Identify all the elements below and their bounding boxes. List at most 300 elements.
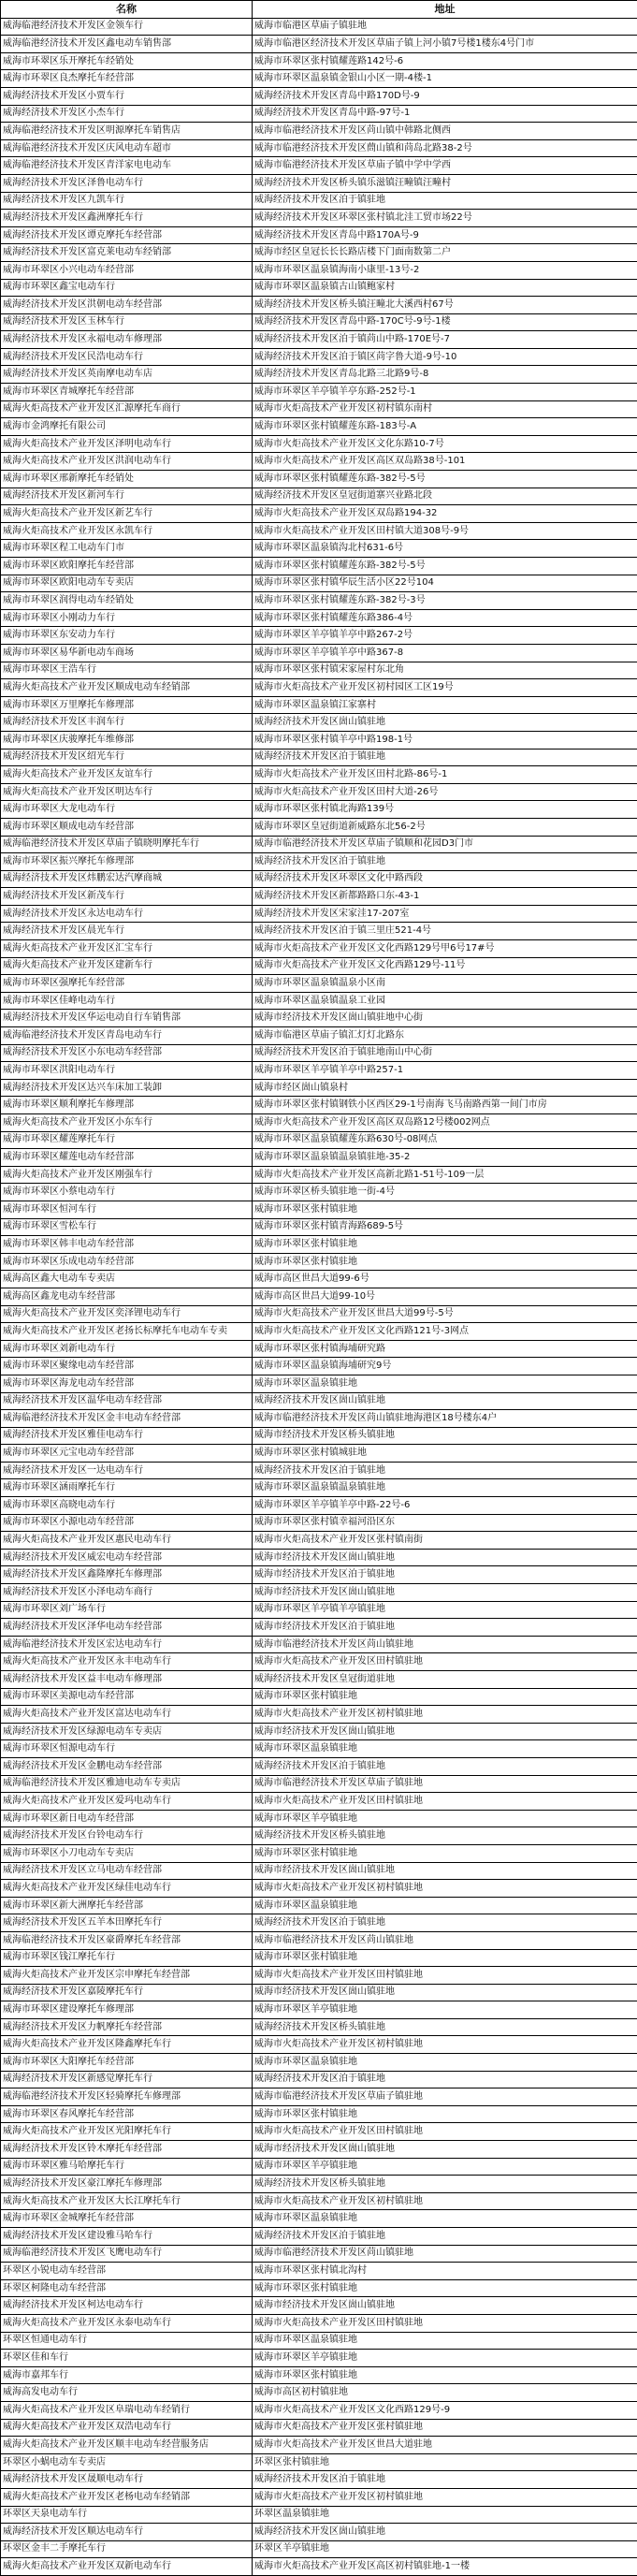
dealer-address-cell: 威海市环翠区羊亭镇驻地 [253,2158,637,2176]
dealer-address-cell: 威海市经济技术开发区崮山镇驻地 [253,1584,637,1602]
dealer-name-cell: 威海经济技术开发区玉林车行 [1,313,253,331]
table-row [1,1636,637,1653]
table-row [1,36,637,53]
table-row [1,1427,637,1445]
table-row [1,348,637,366]
table-row [1,853,637,871]
dealer-address-cell: 威海市经济技术开发区崮山镇驻地 [253,1862,637,1880]
dealer-address-cell: 威海市环翠区温泉镇驻地 [253,2054,637,2072]
dealer-name-cell: 威海火炬高技术产业开发区建新车行 [1,957,253,975]
dealer-name-cell: 威海经济技术开发区小泽电动车商行 [1,1584,253,1602]
dealer-address-cell: 威海市环翠区温泉镇驻地 [253,1740,637,1758]
dealer-address-cell: 威海市火炬高技术产业开发区文化东路10-7号 [253,435,637,453]
dealer-address-cell: 威海市临港区经济技术开发区草庙子镇上河小镇7号楼1楼东4号门市 [253,36,637,53]
table-row [1,1931,637,1949]
table-row [1,1897,637,1914]
table-row [1,1462,637,1479]
dealer-address-cell: 威海市环翠区张村镇驻地 [253,1201,637,1218]
table-row [1,1914,637,1932]
dealer-address-cell: 威海市环翠区张村镇耀莲东路-382号-5号 [253,471,637,488]
dealer-name-cell: 威海经济技术开发区晨光车行 [1,923,253,940]
dealer-address-cell: 威海市环翠区羊亭镇羊亭中路257-1 [253,1062,637,1080]
dealer-address-cell: 威海市环翠区温泉镇温泉镇驻地-35-2 [253,1149,637,1167]
dealer-name-cell: 威海市环翠区高晓电动车行 [1,1497,253,1515]
dealer-address-cell: 威海市环翠区张村镇钢铁小区西区29-1号南海飞马南路西第一间门市房 [253,1097,637,1114]
table-row [1,331,637,349]
dealer-address-cell: 威海市火炬高技术产业开发区世昌大道驻地 [253,2437,637,2454]
dealer-address-cell: 威海市环翠区羊亭镇羊亭中路367-8 [253,644,637,662]
dealer-address-cell: 威海市环翠区张村镇驻地 [253,1236,637,1254]
dealer-address-cell: 威海经济技术开发区泊于镇驻地 [253,2228,637,2246]
dealer-name-cell: 环翠区金丰二手摩托车行 [1,2540,253,2558]
dealer-address-cell: 威海市火炬高技术产业开发区初村镇驻地 [253,2488,637,2506]
table-row [1,836,637,853]
dealer-name-cell: 威海市环翠区雅马哈摩托车行 [1,2158,253,2176]
dealer-address-cell: 威海市火炬高技术产业开发区田村镇驻地 [253,1653,637,1671]
dealer-name-cell: 威海经济技术开发区建设雅马哈车行 [1,2228,253,2246]
table-row [1,87,637,105]
dealer-name-cell: 威海经济技术开发区五羊本田摩托车行 [1,1914,253,1932]
dealer-address-cell: 威海市环翠区张村镇海埔研究路 [253,1340,637,1358]
dealer-name-cell: 威海高发电动车行 [1,2384,253,2402]
table-row [1,1044,637,1062]
dealer-name-cell: 威海经济技术开发区永达电动车行 [1,905,253,923]
dealer-address-cell: 威海市经区崮山镇泉村 [253,1079,637,1097]
table-row [1,2488,637,2506]
dealer-name-cell: 威海火炬高技术产业开发区双浩电动车行 [1,2419,253,2437]
table-row [1,366,637,384]
dealer-address-cell: 威海市高区世昌大道99-6号 [253,1271,637,1288]
dealer-address-cell: 威海市环翠区张村镇耀莲东路-382号-5号 [253,558,637,575]
table-row [1,1392,637,1410]
dealer-name-cell: 威海临港经济技术开发区金领车行 [1,18,253,36]
table-row [1,696,637,714]
dealer-name-cell: 威海火炬高技术产业开发区顺成电动车经销部 [1,679,253,697]
dealer-address-cell: 威海市火炬高技术产业开发区初村镇驻地 [253,1880,637,1898]
table-row [1,1253,637,1271]
table-row [1,1288,637,1305]
dealer-address-cell: 威海经济技术开发区泊于镇驻地 [253,1757,637,1775]
table-row [1,818,637,836]
dealer-address-cell: 威海经济技术开发区新都路路口东-43-1 [253,888,637,906]
dealer-name-cell: 威海市环翠区聚缘电动车经营部 [1,1358,253,1375]
table-row [1,644,637,662]
table-row [1,453,637,471]
dealer-address-cell: 威海经济技术开发区皇冠街道驻地 [253,1671,637,1689]
dealer-name-cell: 威海经济技术开发区新河车行 [1,488,253,505]
dealer-address-cell: 威海市环翠区桥头镇驻地一街-4号 [253,1184,637,1201]
table-row [1,2314,637,2332]
table-row [1,1653,637,1671]
table-row [1,2036,637,2054]
dealer-name-cell: 威海市环翠区耀莲电动车经营部 [1,1149,253,1167]
table-row [1,1410,637,1428]
dealer-name-cell: 威海市环翠区良杰摩托车经营部 [1,70,253,88]
dealer-name-cell: 威海高区鑫龙电动车经营部 [1,1288,253,1305]
table-row [1,2105,637,2123]
table-row [1,384,637,401]
dealer-address-cell: 威海市火炬高技术产业开发区双岛路194-32 [253,505,637,523]
dealer-name-cell: 威海经济技术开发区台铃电动车行 [1,1827,253,1845]
dealer-address-cell: 威海市火炬高技术产业开发区高区初村镇驻地-1一楼 [253,2558,637,2576]
table-row [1,2332,637,2350]
dealer-name-cell: 威海经济技术开发区嘉陵摩托车行 [1,1984,253,2001]
dealer-address-cell: 威海市经济技术开发区崮山镇驻地 [253,2297,637,2315]
dealer-address-cell: 威海经济技术开发区桥头镇驻地 [253,1827,637,1845]
table-row [1,2419,637,2437]
dealer-name-cell: 威海经济技术开发区铃木摩托车经营部 [1,2141,253,2159]
dealer-address-cell: 威海市环翠区张村镇耀莲东路-382号-3号 [253,592,637,610]
dealer-name-cell: 威海火炬高技术产业开发区富达电动车行 [1,1706,253,1724]
table-row [1,540,637,558]
table-row [1,2001,637,2019]
dealer-name-cell: 威海经济技术开发区英南摩电动车店 [1,366,253,384]
dealer-name-cell: 威海经济技术开发区泽鲁电动车行 [1,174,253,192]
table-row [1,940,637,958]
table-row [1,1967,637,1985]
table-row [1,1880,637,1898]
dealer-address-cell: 威海市火炬高技术产业开发区张村镇驻地 [253,2419,637,2437]
dealer-address-cell: 威海经济技术开发区青岛中路170A号-9 [253,226,637,244]
dealer-address-cell: 威海市临港经济技术开发区苘山镇驻地 [253,1931,637,1949]
dealer-name-cell: 威海市环翠区雪松车行 [1,1218,253,1236]
table-row [1,679,637,697]
dealer-address-cell: 威海市环翠区羊亭镇驻地 [253,2350,637,2367]
dealer-name-cell: 威海市环翠区强摩托车经营部 [1,975,253,993]
dealer-address-cell: 威海市环翠区羊亭镇羊亭中路267-2号 [253,627,637,645]
dealer-name-cell: 威海市环翠区乐开摩托车经销处 [1,52,253,70]
dealer-address-cell: 威海市环翠区张村镇宋家屋村东北角 [253,662,637,679]
table-row [1,731,637,749]
table-row [1,1949,637,1967]
table-row [1,2245,637,2263]
dealer-address-cell: 威海市环翠区温泉镇驻地 [253,1897,637,1914]
dealer-name-cell: 威海火炬高技术产业开发区大长江摩托车行 [1,2192,253,2210]
dealer-name-cell: 威海市环翠区韩丰电动车经营部 [1,1236,253,1254]
dealer-name-cell: 威海经济技术开发区泽华电动车经营部 [1,1619,253,1637]
dealer-name-cell: 威海经济技术开发区绿源电动车专卖店 [1,1723,253,1740]
dealer-address-cell: 威海市环翠区张村镇羊亭中路198-1号 [253,731,637,749]
table-row [1,801,637,819]
dealer-name-cell: 威海市环翠区小刚动力车行 [1,609,253,627]
dealer-address-cell: 威海市环翠区温泉镇江家寨村 [253,696,637,714]
dealer-address-cell: 威海市环翠区张村镇驻地 [253,1949,637,1967]
table-row [1,2540,637,2558]
table-row [1,1358,637,1375]
dealer-name-cell: 威海市嘉邦车行 [1,2366,253,2384]
dealer-address-cell: 威海经济技术开发区泊于镇驻地 [253,192,637,210]
dealer-address-cell: 威海市环翠区温泉镇温泉镇驻地 [253,1479,637,1497]
dealer-address-cell: 威海市环翠区张村镇驻地 [253,2366,637,2384]
dealer-address-cell: 威海市环翠区张村镇驻地 [253,1844,637,1862]
dealer-name-cell: 环翠区恒通电动车行 [1,2332,253,2350]
dealer-name-cell: 威海市环翠区乐成电动车经营部 [1,1253,253,1271]
dealer-name-cell: 威海市环翠区小蔡电动车行 [1,1184,253,1201]
dealer-name-cell: 威海经济技术开发区洪朝电动车经营部 [1,297,253,314]
table-row [1,575,637,592]
table-row [1,2088,637,2106]
table-row [1,609,637,627]
dealer-address-cell: 威海市火炬高技术产业开发区田村镇大道308号-9号 [253,522,637,540]
table-row [1,139,637,157]
table-row [1,1149,637,1167]
dealer-address-cell: 环翠区羊亭镇驻地 [253,2540,637,2558]
table-row [1,52,637,70]
table-row [1,1201,637,1218]
table-row [1,2437,637,2454]
table-row [1,1532,637,1550]
table-row [1,2071,637,2088]
dealer-name-cell: 环翠区天泉电动车行 [1,2506,253,2524]
dealer-address-cell: 威海市环翠区温泉镇沟北村631-6号 [253,540,637,558]
table-row [1,749,637,766]
dealer-name-cell: 威海市金鸿摩托有限公司 [1,418,253,436]
dealer-name-cell: 威海经济技术开发区豪江摩托车修理部 [1,2176,253,2193]
table-row [1,1566,637,1584]
dealer-name-cell: 威海经济技术开发区威宏电动车经营部 [1,1549,253,1566]
dealer-name-cell: 威海市环翠区欧阳电动车专卖店 [1,575,253,592]
table-row [1,975,637,993]
dealer-address-cell: 威海市火炬高技术产业开发区田村北路-86号-1 [253,766,637,784]
table-row [1,2297,637,2315]
dealer-name-cell: 威海火炬高技术产业开发区双新电动车行 [1,2558,253,2576]
table-row [1,2384,637,2402]
table-row [1,1166,637,1184]
dealer-address-cell: 威海市临港经济技术开发区苘山镇驻地 [253,1636,637,1653]
dealer-name-cell: 威海经济技术开发区永福电动车修理部 [1,331,253,349]
table-row [1,2192,637,2210]
table-row [1,1131,637,1149]
dealer-name-cell: 威海市环翠区鑫宝电动车行 [1,279,253,297]
table-row [1,714,637,732]
dealer-name-cell: 威海火炬高技术产业开发区绿佳电动车行 [1,1880,253,1898]
table-row [1,105,637,123]
table-row [1,2018,637,2036]
dealer-name-cell: 威海经济技术开发区金鹏电动车经营部 [1,1757,253,1775]
table-row [1,2506,637,2524]
dealer-address-cell: 威海市火炬高技术产业开发区世昌大道99号-5号 [253,1305,637,1323]
table-row [1,279,637,297]
table-row [1,1323,637,1341]
dealer-address-cell: 威海经济技术开发区桥头镇汪疃北大溪西村67号 [253,297,637,314]
dealer-address-cell: 威海市火炬高技术产业开发区初村镇驻地 [253,1706,637,1724]
dealer-name-cell: 威海经济技术开发区炜鹏宏达汽摩商城 [1,870,253,888]
dealer-name-cell: 威海市环翠区刘新电动车行 [1,1340,253,1358]
table-row [1,1062,637,1080]
dealer-name-cell: 环翠区小锐电动车经营部 [1,2263,253,2280]
table-row [1,2558,637,2576]
header-address: 地址 [253,1,637,19]
dealer-name-cell: 威海经济技术开发区晟顺电动车行 [1,2471,253,2489]
table-row [1,435,637,453]
dealer-name-cell: 威海市环翠区恒河车行 [1,1201,253,1218]
table-row [1,70,637,88]
dealer-name-cell: 威海临港经济技术开发区宏达电动车行 [1,1636,253,1653]
dealer-name-cell: 威海临港经济技术开发区青洋家电电动车 [1,157,253,175]
dealer-name-cell: 威海经济技术开发区一达电动车行 [1,1462,253,1479]
dealer-name-cell: 威海市环翠区春风摩托车经营部 [1,2105,253,2123]
table-row [1,1445,637,1463]
dealer-address-cell: 威海市环翠区温泉镇温泉小区南 [253,975,637,993]
dealer-address-cell: 威海经济技术开发区泊于镇驻地 [253,1914,637,1932]
dealer-address-cell: 威海经济技术开发区桥头镇乐滋镇汪疃镇汪疃村 [253,174,637,192]
table-row [1,870,637,888]
dealer-name-cell: 威海经济技术开发区雅佳电动车行 [1,1427,253,1445]
dealer-name-cell: 威海市环翠区欧阳摩托车经营部 [1,558,253,575]
dealer-name-cell: 威海市环翠区王浩车行 [1,662,253,679]
table-row [1,488,637,505]
table-row [1,1757,637,1775]
dealer-name-cell: 威海市环翠区金城摩托车经营部 [1,2210,253,2228]
table-row [1,1236,637,1254]
table-row [1,400,637,418]
dealer-address-cell: 威海市环翠区张村镇幸福河沿区东 [253,1514,637,1532]
dealer-address-cell: 威海市环翠区张村镇耀莲东路386-4号 [253,609,637,627]
table-row [1,174,637,192]
dealer-address-cell: 威海市环翠区张村镇青海路689-5号 [253,1218,637,1236]
table-row [1,2141,637,2159]
dealer-name-cell: 威海经济技术开发区绍光车行 [1,749,253,766]
dealer-name-cell: 威海经济技术开发区小东电动车经营部 [1,1044,253,1062]
table-row [1,226,637,244]
dealer-address-cell: 威海市临港经济技术开发区草庙子镇顺和花园D3门市 [253,836,637,853]
table-row [1,905,637,923]
dealer-address-cell: 威海市环翠区羊亭镇羊亭中路-22号-6 [253,1497,637,1515]
dealer-address-cell: 威海经济技术开发区泊于镇三里庄521-4号 [253,923,637,940]
dealer-name-cell: 威海市环翠区新日电动车经营部 [1,1810,253,1827]
table-row [1,1984,637,2001]
table-row [1,1688,637,1706]
table-row [1,662,637,679]
dealer-name-cell: 威海市环翠区大阳摩托车经营部 [1,2054,253,2072]
dealer-address-cell: 威海市火炬高技术产业开发区张村镇南街 [253,1532,637,1550]
table-body [1,18,637,2575]
dealer-name-cell: 威海经济技术开发区丰润车行 [1,714,253,732]
table-row [1,471,637,488]
table-row [1,2123,637,2141]
dealer-name-cell: 威海经济技术开发区力帆摩托车经营部 [1,2018,253,2036]
dealer-address-cell: 威海市环翠区温泉镇耀莲东路630号-08网点 [253,1131,637,1149]
table-row [1,888,637,906]
dealer-address-cell: 威海市环翠区温泉镇金银山小区一期-4楼-1 [253,70,637,88]
dealer-address-cell: 威海经济技术开发区皇冠街道寨兴业路北段 [253,488,637,505]
dealer-name-cell: 威海火炬高技术产业开发区新艺车行 [1,505,253,523]
table-header-row [1,1,637,19]
dealer-name-cell: 威海临港经济技术开发区飞鹰电动车行 [1,2245,253,2263]
dealer-name-cell: 威海市环翠区佳峰电动车行 [1,992,253,1010]
table-row [1,1010,637,1027]
dealer-address-cell: 威海市环翠区皇冠街道新威路东北56-2号 [253,818,637,836]
table-row [1,1114,637,1132]
dealer-address-cell: 威海市临港经济技术开发区草庙子镇驻地 [253,1775,637,1793]
table-row [1,2453,637,2471]
table-row [1,1740,637,1758]
dealer-name-cell: 威海市环翠区小刀电动车专卖店 [1,1844,253,1862]
table-row [1,244,637,262]
table-row [1,2350,637,2367]
dealer-name-cell: 威海经济技术开发区新茂车行 [1,888,253,906]
dealer-name-cell: 威海火炬高技术产业开发区永凯车行 [1,522,253,540]
dealer-address-cell: 威海市环翠区羊亭镇驻地 [253,2001,637,2019]
table-row [1,505,637,523]
dealer-name-cell: 威海市环翠区刘广场车行 [1,1601,253,1619]
dealer-name-cell: 威海临港经济技术开发区金丰电动车经营部 [1,1410,253,1428]
dealer-address-cell: 威海经济技术开发区崮山镇驻地 [253,714,637,732]
dealer-address-cell: 威海市火炬高技术产业开发区文化西路129号-11号 [253,957,637,975]
table-row [1,923,637,940]
dealer-name-cell: 威海火炬高技术产业开发区永丰电动车行 [1,1653,253,1671]
dealer-address-cell: 威海市火炬高技术产业开发区初村镇驻地 [253,2192,637,2210]
table-row [1,192,637,210]
table-row [1,1706,637,1724]
table-row [1,2054,637,2072]
dealer-name-cell: 威海市环翠区邢新摩托车经销处 [1,471,253,488]
dealer-address-cell: 环翠区温泉镇驻地 [253,2506,637,2524]
table-row [1,123,637,140]
dealer-address-cell: 威海经济技术开发区崮山镇驻地 [253,1392,637,1410]
dealer-address-cell: 威海市经济技术开发区崮山镇驻地中心街 [253,1010,637,1027]
dealer-name-cell: 威海高区鑫大电动车专卖店 [1,1271,253,1288]
dealer-name-cell: 威海经济技术开发区新感觉摩托车行 [1,2071,253,2088]
header-name: 名称 [1,1,253,19]
dealer-name-cell: 威海市环翠区洪阳电动车行 [1,1062,253,1080]
table-row [1,1375,637,1392]
dealer-address-cell: 威海市火炬高技术产业开发区文化西路121号-3网点 [253,1323,637,1341]
dealer-address-cell: 威海市环翠区温泉镇驻地 [253,2210,637,2228]
dealer-address-cell: 威海市火炬高技术产业开发区文化西路129号甲6号17#号 [253,940,637,958]
dealer-address-cell: 威海经济技术开发区泊于镇区苘字鲁大道-9号-10 [253,348,637,366]
dealer-address-cell: 威海市经济技术开发区泊于镇驻地 [253,1619,637,1637]
dealer-name-cell: 威海经济技术开发区小杰车行 [1,105,253,123]
table-row [1,157,637,175]
dealer-address-cell: 威海市火炬高技术产业开发区田村镇驻地 [253,2314,637,2332]
dealer-name-cell: 威海火炬高技术产业开发区奕泽锂电动车行 [1,1305,253,1323]
dealer-address-cell: 威海市火炬高技术产业开发区初村镇驻地 [253,2036,637,2054]
dealer-name-cell: 威海市环翠区耀莲摩托车行 [1,1131,253,1149]
table-row [1,1775,637,1793]
dealer-name-cell: 威海火炬高技术产业开发区老扬长标摩托车电动车专卖 [1,1323,253,1341]
dealer-address-cell: 威海经济技术开发区青岛中路-97号-1 [253,105,637,123]
dealer-address-cell: 威海市临港区草庙子镇驻地 [253,18,637,36]
dealer-name-cell: 威海市环翠区顺成电动车经营部 [1,818,253,836]
dealer-name-cell: 威海市环翠区新大洲摩托车经营部 [1,1897,253,1914]
dealer-name-cell: 威海市环翠区海龙电动车经营部 [1,1375,253,1392]
dealer-address-cell: 威海市临港区草庙子镇汇灯灯北路东 [253,1027,637,1045]
dealer-name-cell: 威海经济技术开发区民浩电动车行 [1,348,253,366]
dealer-name-cell: 威海经济技术开发区华运电动自行车销售部 [1,1010,253,1027]
table-row [1,1862,637,1880]
table-row [1,1497,637,1515]
dealer-name-cell: 威海火炬高技术产业开发区汇源摩托车商行 [1,400,253,418]
dealer-name-cell: 威海临港经济技术开发区青岛电动车行 [1,1027,253,1045]
dealer-address-cell: 威海市环翠区张村镇城驻地 [253,1445,637,1463]
dealer-name-cell: 威海市环翠区万里摩托车修理部 [1,696,253,714]
dealer-address-cell: 威海经济技术开发区泊于镇驻地 [253,2471,637,2489]
dealer-address-cell: 威海市临港经济技术开发区苘山镇中韩路北侧西 [253,123,637,140]
dealer-address-cell: 威海市环翠区张村镇驻地 [253,2105,637,2123]
dealer-address-cell: 威海经济技术开发区环翠区张村镇北洼工贸市场22号 [253,210,637,227]
dealer-address-cell: 威海市高区初村镇驻地 [253,2384,637,2402]
table-row [1,1793,637,1811]
dealer-name-cell: 威海经济技术开发区小贾车行 [1,87,253,105]
dealer-name-cell: 环翠区佳和车行 [1,2350,253,2367]
dealer-address-cell: 威海经济技术开发区青岛中路170D号-9 [253,87,637,105]
table-row [1,1810,637,1827]
table-row [1,627,637,645]
dealer-address-cell: 威海经济技术开发区泊于镇驻地 [253,2071,637,2088]
dealer-address-cell: 威海经济技术开发区环翠区文化中路西段 [253,870,637,888]
dealer-address-cell: 威海经济技术开发区泊于镇驻地 [253,853,637,871]
